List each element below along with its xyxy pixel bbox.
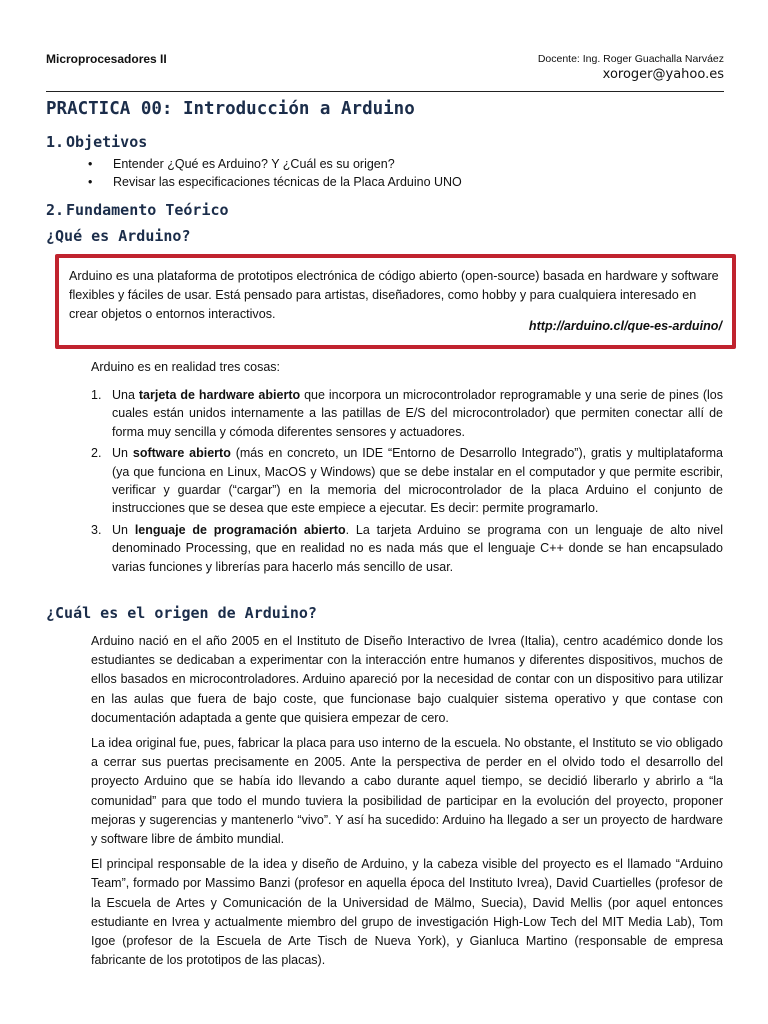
subheading-origin: ¿Cuál es el origen de Arduino? [46, 604, 317, 622]
quote-source-link[interactable]: http://arduino.cl/que-es-arduino/ [528, 319, 722, 333]
paragraph: Arduino nació en el año 2005 en el Instituto de Diseño Interactivo de Ivrea (Italia), centro académico donde los estudiantes se dedicaban a experimentar con la interacción entre humanos y diferentes dispositivos, muchos de ellos basados en microcontroladores. Arduino apareció por la necesidad de contar con un dispositivo para utilizar en las aulas que fuera de bajo coste, que funcionase bajo cualquier sistema operativo y que contase con documentación adaptada a gente que quisiera empezar de cero. [91, 634, 723, 725]
section-heading-fundamento [46, 201, 229, 220]
page-header [46, 46, 724, 90]
paragraph: El principal responsable de la idea y diseño de Arduino, y la cabeza visible del proyecto es el llamado “Arduino Team”, formado por Massimo Banzi (profesor en aquella época del Instituto Ivrea), David Cuartielles (profesor de la Escuela de Artes y Comunicación de la Universidad de Mälmo, Suecia), David Mellis (por aquel entonces estudiante en Ivrea y actualmente miembro del grupo de investigación High-Low Tech del MIT Media Lab), Tom Igoe (profesor de la Escuela de Arte Tisch de Nueva York), y Gianluca Martino (responsable de empresa fabricante de los prototipos de las placas). [91, 857, 723, 968]
course-name: Microprocesadores II [46, 52, 167, 66]
list-item: • Revisar las especificaciones técnicas de la Placa Arduino UNO [86, 173, 462, 191]
three-things-list [91, 386, 723, 579]
item-number: 1. [91, 388, 102, 402]
item-number: 3. [91, 522, 102, 537]
item-text-pre: Una [112, 388, 139, 402]
list-item [91, 521, 723, 576]
page-title: PRACTICA 00: Introducción a Arduino [46, 99, 415, 119]
section-title: Objetivos [66, 133, 148, 151]
section-heading-objectives [46, 133, 147, 152]
paragraph: La idea original fue, pues, fabricar la placa para uso interno de la escuela. No obstante, el Instituto se vio obligado a cerrar sus puertas precisamente en 2005. Ante la perspectiva de perder en el olvido todo el desarrollo del proyecto Arduino que se había ido llevando a cabo durante aquel tiempo, se decidió liberarlo y abrirlo a “la comunidad” para que todo el mundo tuviera la posibilidad de participar en la evolución del proyecto, proponer mejoras y sugerencias y mantenerlo “vivo”. Y así ha sucedido: Arduino ha llegado a ser un proyecto de hardware y software libre de ámbito mundial. [91, 736, 723, 847]
item-text-bold: lenguaje de programación abierto [134, 522, 346, 537]
item-number: 2. [91, 446, 102, 461]
subheading-what-is-arduino: ¿Qué es Arduino? [46, 227, 191, 245]
item-text-bold: software abierto [132, 446, 231, 461]
quote-box [55, 254, 736, 349]
intro-text: Arduino es en realidad tres cosas: [91, 360, 280, 374]
section-title: Fundamento Teórico [66, 201, 229, 219]
item-text-pre: Un [112, 446, 133, 461]
item-text-post: que incorpora un microcontrolador reprogramable y una serie de pines (los cuales están unidos internamente a las patillas de E/S del microcontrolador) que permiten conectar allí de forma muy sencilla y cómoda diferentes sensores y actuadores. [112, 388, 724, 439]
list-item [91, 386, 723, 441]
item-text-pre: Un [112, 522, 135, 537]
teacher-name: Docente: Ing. Roger Guachalla Narváez [537, 53, 724, 65]
item-text-post: . La tarjeta Arduino se programa con un lenguaje de alto nivel denominado Processing, que en realidad no es nada más que el lenguaje C++ donde se han encapsulado varias funciones y librerías para hacerlo más sencillo de usar. [112, 522, 723, 574]
list-item [91, 444, 723, 518]
origin-paragraphs [91, 632, 723, 976]
list-item: • Entender ¿Qué es Arduino? Y ¿Cuál es su origen? [86, 155, 462, 173]
section-number: 1. [46, 133, 65, 151]
item-text-bold: tarjeta de hardware abierto [138, 388, 301, 402]
section-number: 2. [46, 201, 65, 219]
teacher-email: xoroger@yahoo.es [602, 67, 724, 82]
objectives-list [86, 155, 462, 191]
item-text-post: (más en concreto, un IDE “Entorno de Desarrollo Integrado”), gratis y multiplataforma (ya que funciona en Linux, MacOS y Windows) que se debe instalar en el computador y que permite escribir, verificar y guardar (“cargar”) en la memoria del microcontrolador de la placa Arduino el conjunto de instrucciones que se desea que este empiece a ejecutar. Es decir: permite programarlo. [112, 446, 723, 516]
header-divider [46, 91, 724, 92]
quote-text: Arduino es una plataforma de prototipos electrónica de código abierto (open-source) basada en hardware y software flexibles y fáciles de usar. Está pensado para artistas, diseñadores, como hobby y para cualquiera interesado en crear objetos o entornos interactivos. [69, 269, 719, 321]
